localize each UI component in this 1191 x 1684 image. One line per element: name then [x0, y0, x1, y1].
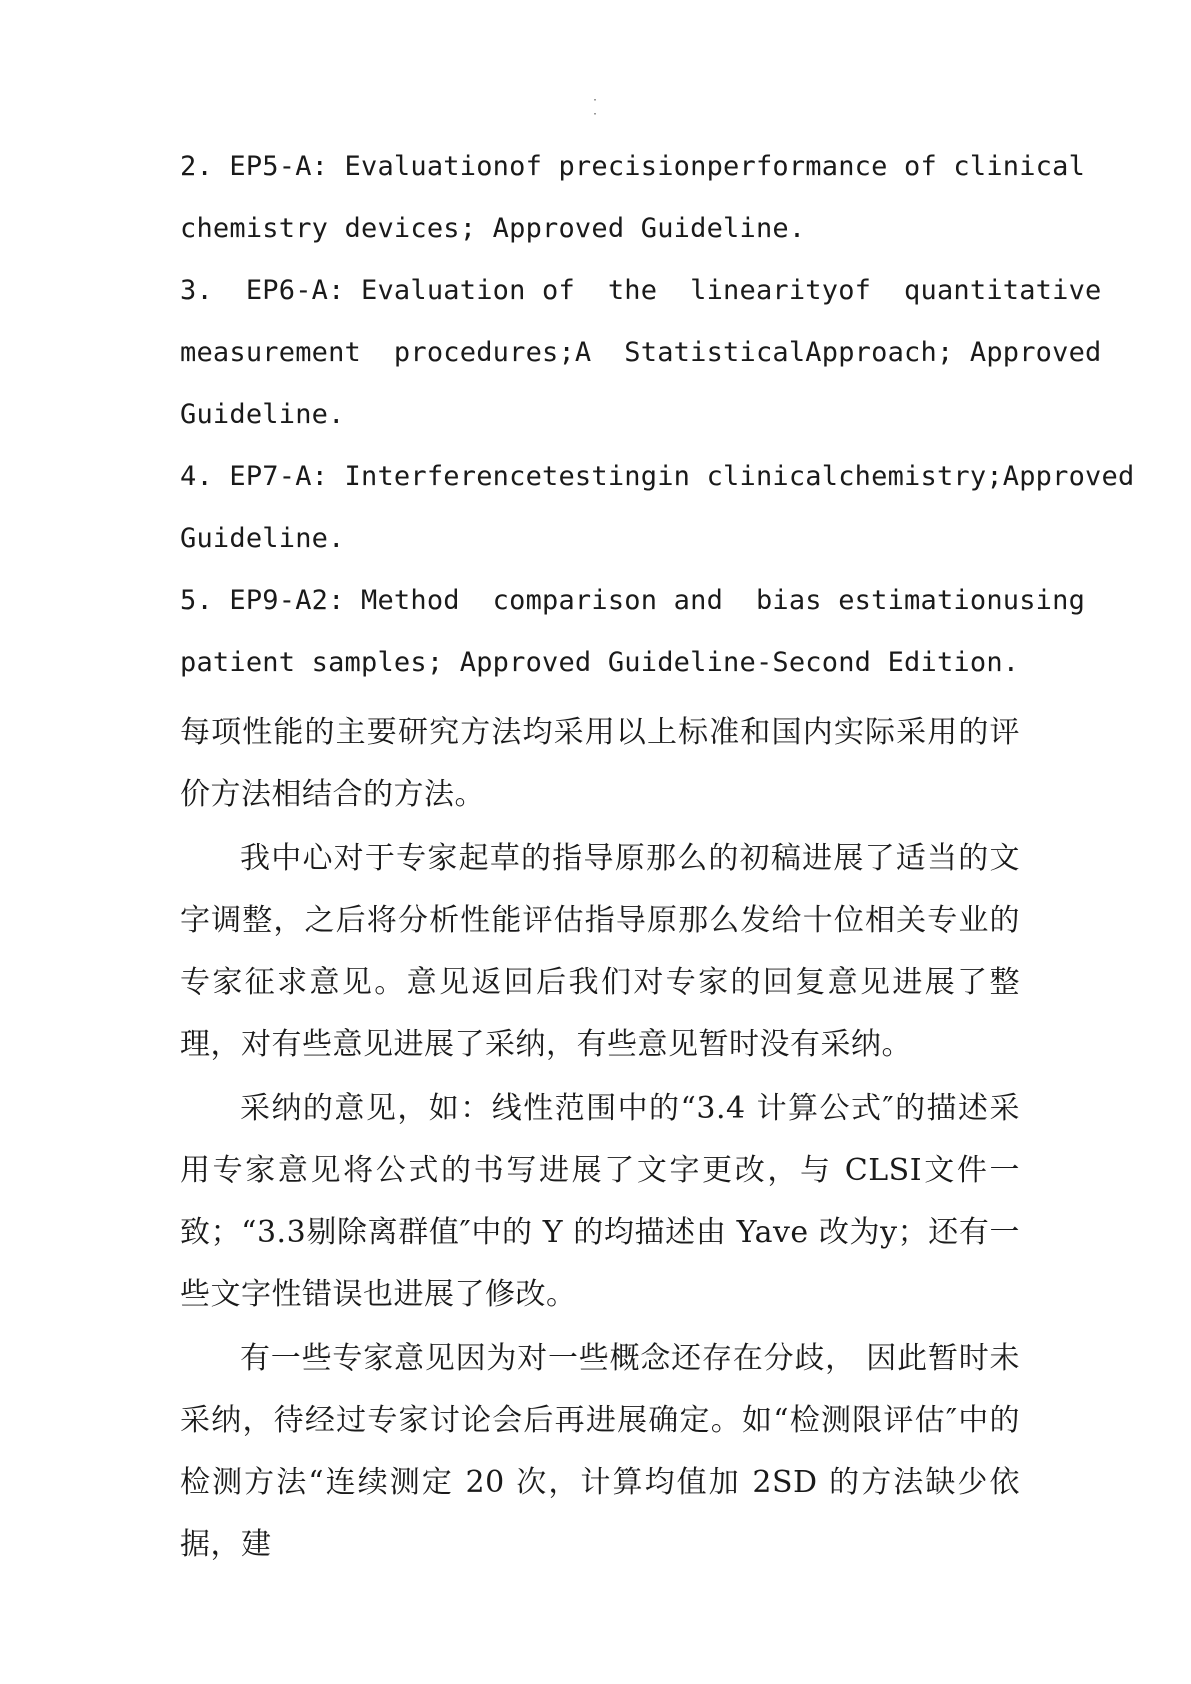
reference-list [180, 136, 1135, 694]
reference-item-2-line-2: chemistry devices; Approved Guideline. [180, 213, 806, 244]
reference-item-3-line-2: measurement procedures;A StatisticalApproach; Approved [180, 337, 1102, 368]
reference-item-4-line-1: 4. EP7-A: Interferencetestingin clinicalchemistry;Approved [180, 461, 1135, 492]
paragraph-pending-opinions: 有一些专家意见因为对一些概念还存在分歧， 因此暂时未采纳，待经过专家讨论会后再进展确定。如“检测限评估″中的检测方法“连续测定 20 次，计算均值加 2SD 的方法缺少依据，建 [180, 1341, 1020, 1562]
body-text [180, 702, 1020, 1576]
reference-item-5-line-1: 5. EP9-A2: Method comparison and bias estimationusing [180, 585, 1086, 616]
reference-item-4-line-2: Guideline. [180, 523, 345, 554]
reference-item-5-line-2: patient samples; Approved Guideline-Second Edition. [180, 647, 1020, 678]
paragraph-methods: 每项性能的主要研究方法均采用以上标准和国内实际采用的评价方法相结合的方法。 [180, 715, 1020, 812]
reference-item-3-line-1: 3. EP6-A: Evaluation of the linearityof quantitative [180, 275, 1102, 306]
paragraph-adopted-opinions: 采纳的意见，如：线性范围中的“3.4 计算公式″的描述采用专家意见将公式的书写进展了文字更改，与 CLSI文件一致；“3.3剔除离群值″中的 Y 的均描述由 Yave 改为y；还有一些文字性错误也进展了修改。 [180, 1091, 1020, 1312]
reference-item-2-line-1: 2. EP5-A: Evaluationof precisionperformance of clinical [180, 151, 1086, 182]
paragraph-draft-review: 我中心对于专家起草的指导原那么的初稿进展了适当的文字调整，之后将分析性能评估指导原那么发给十位相关专业的专家征求意见。意见返回后我们对专家的回复意见进展了整理，对有些意见进展了采纳，有些意见暂时没有采纳。 [180, 841, 1020, 1062]
reference-item-3-line-3: Guideline. [180, 399, 345, 430]
header-dots: · · [591, 95, 599, 120]
